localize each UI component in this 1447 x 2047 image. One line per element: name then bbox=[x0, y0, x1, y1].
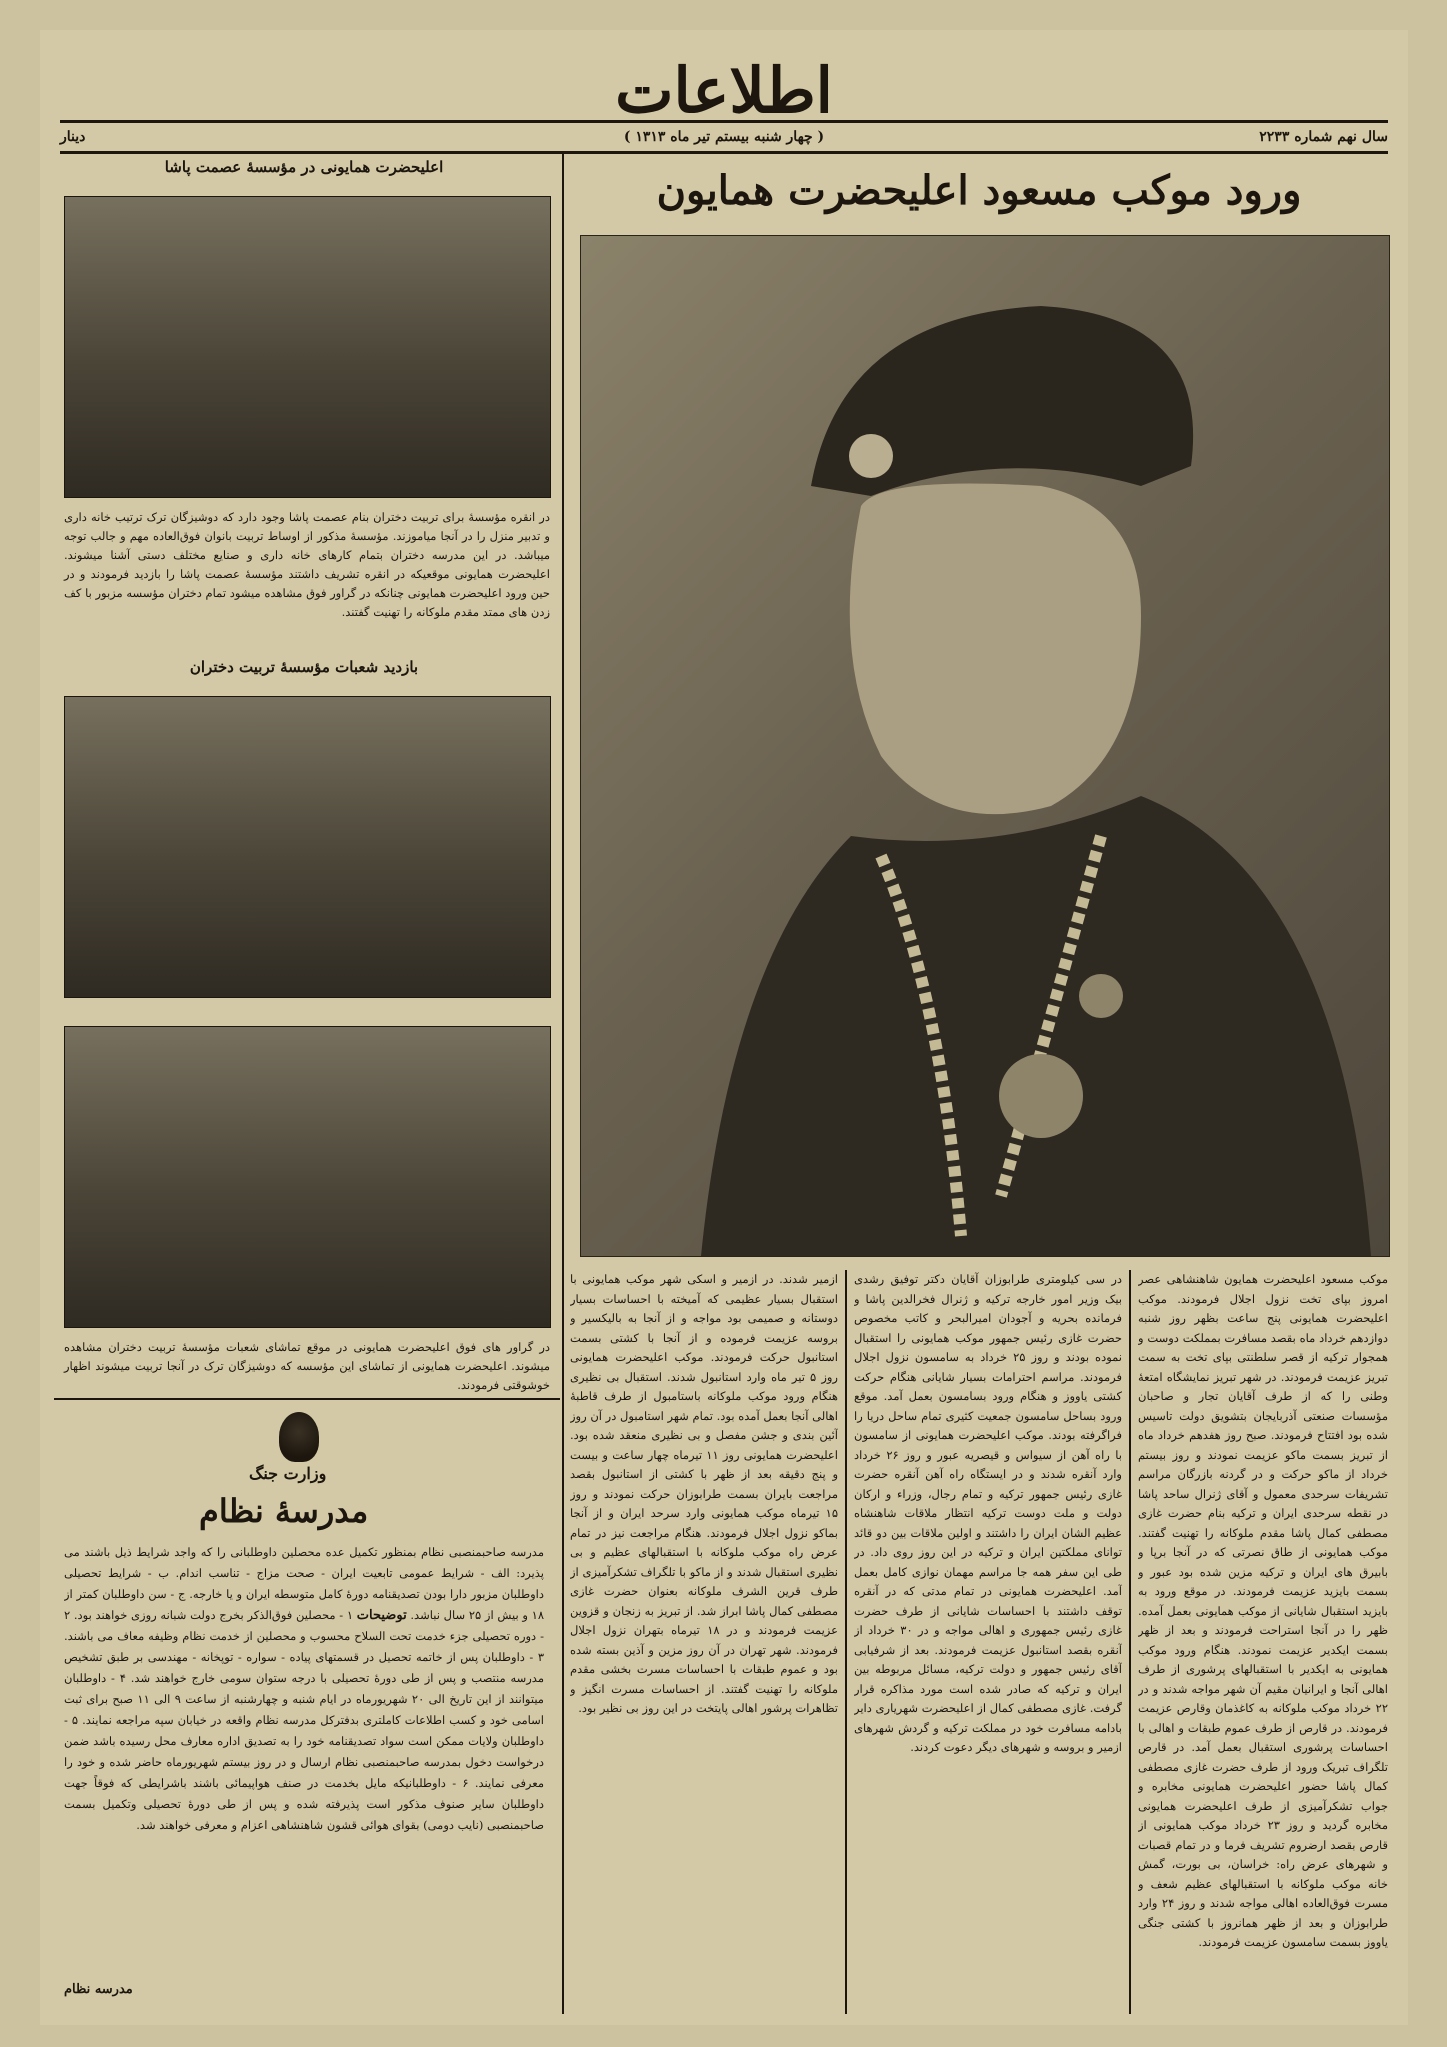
shah-portrait bbox=[580, 235, 1390, 1257]
column-divider bbox=[845, 1270, 847, 2014]
section-title-ismet-pasha: اعلیحضرت همایونی در مؤسسهٔ عصمت پاشا bbox=[164, 158, 444, 176]
issue-price: دینار bbox=[60, 129, 86, 145]
caption-ismet-pasha: در انقره مؤسسهٔ برای تربیت دختران بنام عصمت پاشا وجود دارد که دوشیزگان ترک ترتیب خانه داری و تدبیر منزل را در آنجا میاموزند. مؤسسهٔ مذکور از اوساط تربیت بانوان فوق‌العاده مهم و جالب توجه میباشد. در این مدرسه دختران بتمام کارهای خانه داری و صنایع مختلف دستی آشنا میشوند. اعلیحضرت همایونی موقعیکه در انقره تشریف داشتند مؤسسهٔ عصمت پاشا را بازدید فرمودند و در حین ورود اعلیحضرت همایونی چنانکه در گراور فوق مشاهده میشود تمام دختران مؤسسه مزبور با کف زدن های ممتد مقدم ملوکانه را تهنیت گفتند. bbox=[64, 510, 550, 619]
photo-branch-visit-1 bbox=[64, 696, 551, 998]
column-divider bbox=[562, 154, 564, 2014]
ad-school-name: مدرسهٔ نظام bbox=[199, 1492, 369, 1530]
caption-branch-visit: در گراور های فوق اعلیحضرت همایونی در موقع تماشای شعبات مؤسسهٔ تربیت دختران مشاهده میشوند. اعلیحضرت همایونی از تماشای این مؤسسه که دوشیزگان ترک در آنجا تربیت میشوند اظهار خوشوقتی فرمودند. bbox=[64, 1340, 550, 1392]
masthead-rule bbox=[60, 120, 1388, 123]
dateline-rule bbox=[60, 151, 1388, 154]
ad-body bbox=[64, 1542, 544, 2002]
photo-ismet-pasha-institute bbox=[64, 196, 551, 498]
ad-intro: مدرسه صاحبمنصبی نظام بمنظور تکمیل عده محصلین داوطلبانی را که واجد شرایط ذیل باشند می پذیرد: bbox=[64, 1545, 544, 1580]
military-school-ad bbox=[54, 1406, 554, 2006]
main-headline: ورود موکب مسعود اعلیحضرت همایون bbox=[656, 167, 1302, 214]
article-column-3: ازمیر شدند. در ازمیر و اسکی شهر موکب همایونی با استقبال بسیار عظیمی که آمیخته با احساسات بسیار دوستانه و صمیمی بود مواجه و از آنجا به بالیکسیر و بروسه عزیمت فرموده و از آنجا با کشتی بسمت استانبول حرکت فرمودند. موکب اعلیحضرت همایونی روز ۵ تیر ماه وارد استانبول شدند. استقبال بی نظیری هنگام ورود موکب ملوکانه باستامبول از طرف قاطبهٔ اهالی آنجا بعمل آمده بود. تمام شهر استامبول در آن روز آئین بندی و جشن مفصل و بی نظیری منعقد شده بود. اعلیحضرت همایونی روز ۱۱ تیرماه چهار ساعت و بیست و پنج دقیقه بعد از ظهر با کشتی از استانبول بقصد مراجعت بایران بسمت طرابوزان حرکت نمودند و روز ۱۵ تیرماه موکب همایونی وارد سرحد ایران و از آنجا بماکو نزول اجلال فرمودند. هنگام مراجعت نیز در تمام عرض راه موکب ملوکانه با استقبالهای عظیم و بی نظیری استقبال شدند و از ماکو با تلگراف تشکرآمیزی از طرف قرین الشرف ملوکانه بعنوان حضرت غازی مصطفی کمال پاشا ابراز شد. از تبریز به زنجان و قزوین عزیمت فرمودند و در ۱۸ تیرماه بتهران نزول اجلال فرمودند. شهر تهران در آن روز مزین و آذین بسته شده بود و عموم طبقات با احساسات مسرت بخشی مقدم ملوکانه را تهنیت گفتند. از احساسات مسرت انگیز و تظاهرات پرشور اهالی پایتخت در این روز بی نظیر بود. bbox=[570, 1272, 838, 1715]
portrait-illustration bbox=[581, 236, 1389, 1256]
ad-explanations: ۱ - محصلین فوق‌الذکر بخرج دولت شبانه روزی خواهند بود. ۲ - دوره تحصیلی جزء خدمت تحت السلاح محسوب و محصلین از خدمت نظام وظیفه معاف می باشند. ۳ - داوطلبان پس از خاتمه تحصیل در قسمتهای پیاده - سواره - توپخانه - مهندسی بر طبق تشخیص مدرسه منتصب و پس از طی دورهٔ تحصیلی با درجه ستوان سومی خارج خواهند شد. ۴ - داوطلبان میتوانند از این تاریخ الی ۲۰ شهریورماه در ایام شنبه و چهارشنبه از ساعت ۹ الی ۱۱ صبح برای ثبت اسامی خود و کسب اطلاعات کاملتری بدفترکل مدرسه نظام واقعه در خیابان سپه مراجعه نمایند. ۵ - داوطلبان ولایات ممکن است سواد تصدیقنامه خود را به تصدیق اداره معارف محل رسیده باشد ضمن درخواست دخول بمدرسه صاحبمنصبی نظام ارسال و در روز بیستم شهریورماه حاضر شده و خود را معرفی نمایند. ۶ - داوطلبانیکه مایل بخدمت در صنف هواپیمائی باشند باشرایطی که فوقاً جهت داوطلبان سایر صنوف مذکور است پذیرفته شده و پس از طی دورهٔ تحصیلی وتکمیل بسمت صاحبمنصبی (نایب دومی) بقوای هوائی قشون شاهنشاهی اعزام و معرفی خواهند شد. bbox=[64, 1608, 544, 1832]
section-title-branch-visit: بازدید شعبات مؤسسهٔ تربیت دختران bbox=[189, 658, 419, 676]
ad-explanations-title: توضیحات bbox=[356, 1608, 407, 1623]
ad-conditions: الف - شرایط عمومی تابعیت ایران - صحت مزاج - تناسب اندام. ب - شرایط تحصیلی داوطلبان مزبور دارا بودن تصدیقنامه دورهٔ کامل متوسطه ایران و یا خارجه. ج - سن داوطلبان کمتر از ۱۸ و بیش از ۲۵ سال نباشد. bbox=[64, 1566, 544, 1622]
issue-number: سال نهم شماره ۲۲۳۳ bbox=[1259, 129, 1388, 145]
article-column-1: موکب مسعود اعلیحضرت همایون شاهنشاهی عصر امروز بپای تخت نزول اجلال فرمودند. موکب اعلیحضرت همایونی پنج ساعت بظهر روز شنبه دوازدهم خرداد ماه بقصد مسافرت بمملکت دوست و همجوار ترکیه از قصر سلطنتی بپای تخت به سمت تبریز عزیمت فرمودند. در شهر تبریز نمایشگاه امتعهٔ وطنی را که از طرف آقایان تجار و صاحبان مؤسسات صنعتی آذربایجان بتشویق دولت تاسیس شده بود افتتاح فرمودند. صبح روز هفدهم خرداد ماه از تبریز بسمت ماکو عزیمت نمودند و روز بیستم خرداد از ماکو حرکت و در گردنه بازرگان مراسم تشریفات سرحدی معمول و آقای ژنرال ساحد پاشا در نقطه سرحدی ایران و ترکیه بنام حضرت غازی مصطفی کمال پاشا مقدم ملوکانه را تهنیت گفتند. موکب همایونی از طاق نصرتی که در آنجا برپا و بابیرق های ایران و ترکیه مزین شده بود عبور و بسمت بایزید عزیمت فرمودند. در موقع ورود به بایزید استقبال شایانی از موکب همایونی بعمل آمده. ظهر را در آنجا استراحت فرمودند و بعد از ظهر بسمت ایکدیر عزیمت نمودند. هنگام ورود موکب همایونی به ایکدیر با استقبالهای پرشوری از طرف اهالی آنجا و ایرانیان مقیم آن شهر مواجه شدند و در ۲۲ خرداد موکب ملوکانه به کاغذمان وقارص عزیمت فرمودند. در قارص از طرف عموم طبقات و اهالی با احساسات پرشوری استقبال بعمل آمد. در قارص تلگراف تبریک ورود از طرف حضرت غازی مصطفی کمال پاشا حضور اعلیحضرت همایونی مخابره و جواب تشکرآمیزی از طرف اعلیحضرت همایونی مخابره گردید و روز ۲۳ خرداد موکب همایونی از قارص بقصد ارضروم تشریف فرما و در تمام قصبات و شهرهای عرض راه: خراسان، بی بورت، گمش خانه موکب ملوکانه با استقبالهای عظیم شعف و مسرت فوق‌العاده اهالی مواجه شدند و روز ۲۴ وارد طرابوزان و بعد از ظهر همانروز با کشتی جنگی یاووز بسمت سامسون عزیمت فرمودند. bbox=[1138, 1272, 1388, 1949]
lion-sun-emblem bbox=[279, 1412, 319, 1462]
section-divider bbox=[54, 1398, 560, 1400]
article-column-2: در سی کیلومتری طرابوزان آقایان دکتر توفیق رشدی بیک وزیر امور خارجه ترکیه و ژنرال فخرالدین پاشا و فرمانده بحریه و آجودان امیرالبحر و کاتب مخصوص حضرت غازی رئیس جمهور موکب همایونی را استقبال نموده بودند و روز ۲۵ خرداد به سامسون نزول اجلال فرمودند. مراسم احترامات بسیار شایانی هنگام حرکت کشتی یاووز و هنگام ورود بسامسون بعمل آمد. موقع ورود بساحل سامسون جمعیت کثیری تمام ساحل دریا را فراگرفته بودند. موکب اعلیحضرت همایونی از سامسون با راه آهن از سیواس و قیصریه عبور و روز ۲۶ خرداد وارد آنقره شدند و در ایستگاه راه آهن آنقره حضرت غازی رئیس جمهور ترکیه و تمام رجال، وزراء و ارکان دولت و ملت دوست ترکیه انتظار ملاقات شاهنشاه عظیم الشان ایران را داشتند و اولین ملاقات بین دو قائد توانای مملکتین ایران و ترکیه در این روز روی داد. در طی این سفر همه جا مراسم مهمان نوازی کامل بعمل آمد. اعلیحضرت همایونی در تمام مدتی که در آنقره توقف داشتند با احساسات شایانی از طرف حضرت غازی رئیس جمهوری و اهالی مواجه و در ۳۰ خرداد از آنقره بقصد استانبول عزیمت فرمودند. بعد از شرفیابی آقای رئیس جمهور و دولت ترکیه، مسائل مربوطه بین ایران و ترکیه که صادر شده است مورد مذاکره قرار گرفت. غازی مصطفی کمال از اعلیحضرت شهریاری دایر بادامه مسافرت خود در مملکت ترکیه و گردش شهرهای ازمیر و بروسه و شهرهای دیگر دعوت کردند. bbox=[854, 1272, 1122, 1754]
ad-signature: مدرسه نظام bbox=[64, 1982, 133, 1997]
dateline bbox=[60, 124, 1388, 150]
masthead-title: اطلاعات bbox=[615, 54, 833, 127]
ad-ministry: وزارت جنگ bbox=[249, 1464, 327, 1483]
column-divider bbox=[1129, 1270, 1131, 2014]
photo-branch-visit-2 bbox=[64, 1026, 551, 1328]
issue-date: ( چهار شنبه بیستم تیر ماه ۱۳۱۳ ) bbox=[623, 129, 825, 145]
